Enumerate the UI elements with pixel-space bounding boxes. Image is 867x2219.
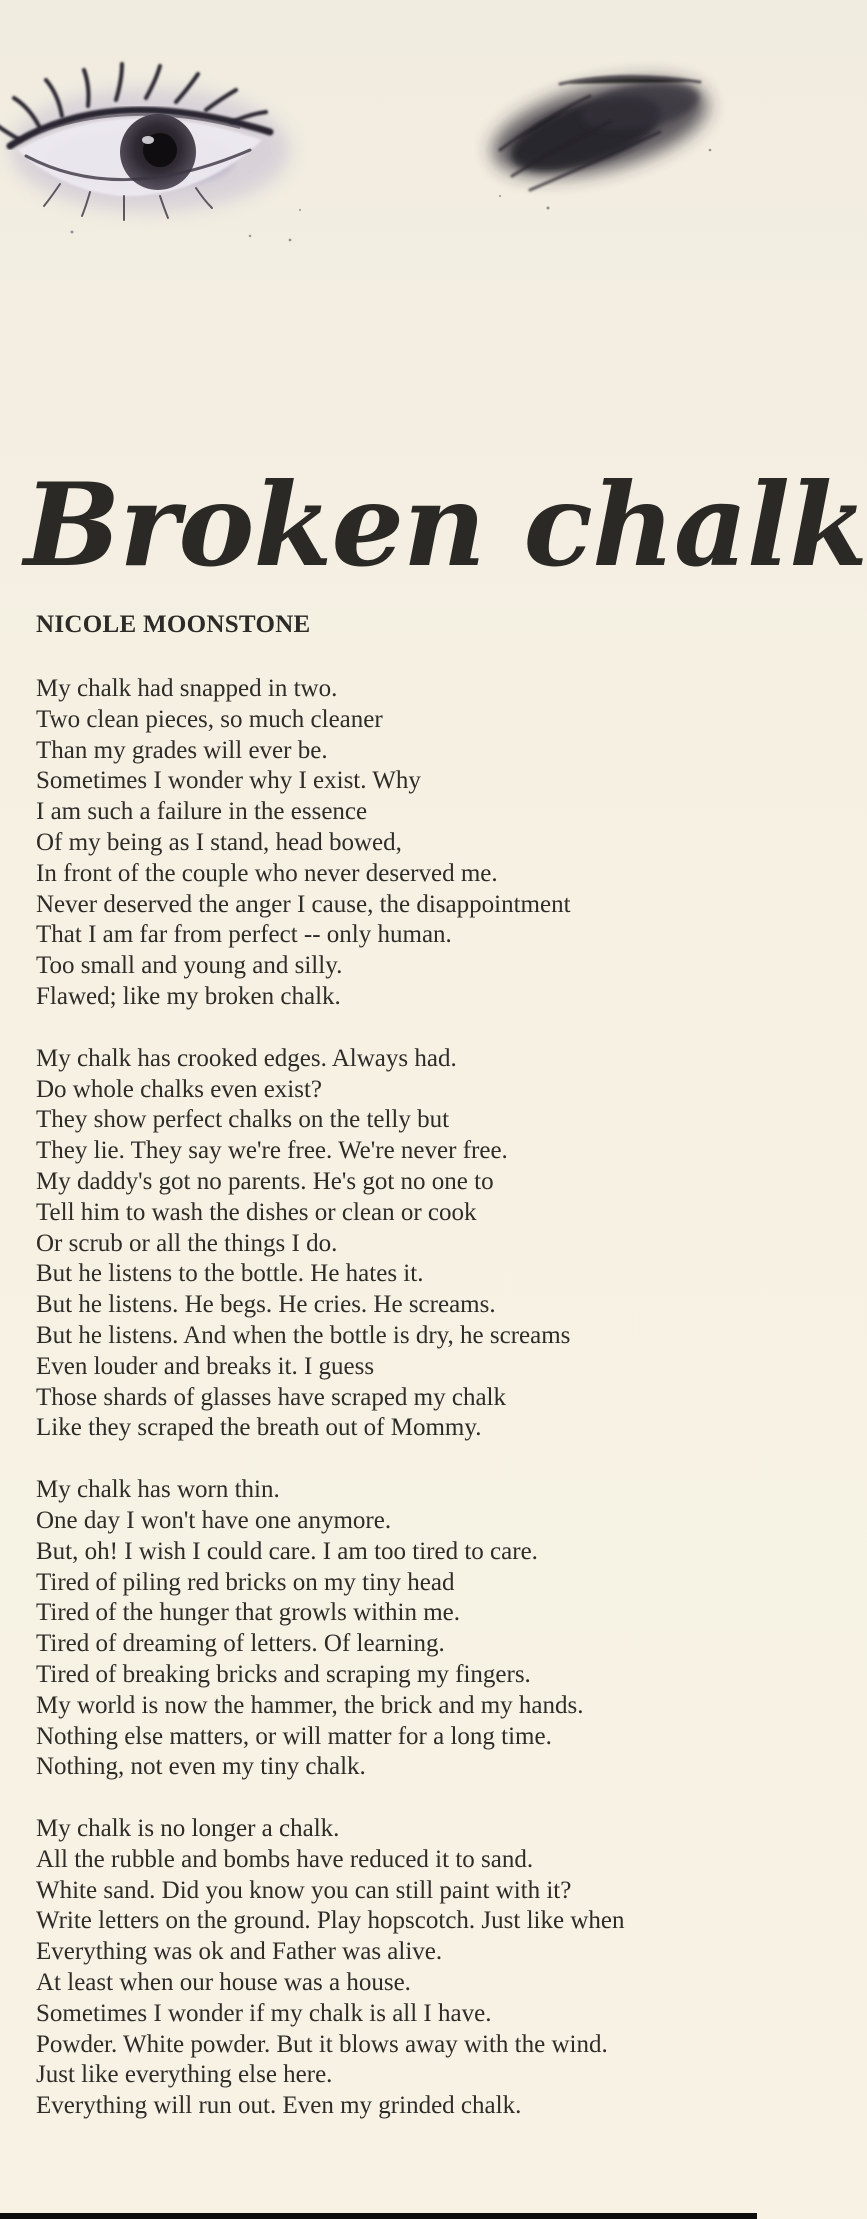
poem-line: My chalk had snapped in two. — [36, 675, 338, 702]
poem-line: Of my being as I stand, head bowed, — [36, 828, 402, 856]
bottom-border — [0, 2213, 757, 2219]
poem-line: Tell him to wash the dishes or clean or cook — [36, 1198, 477, 1226]
poem-line: My chalk has worn thin. — [36, 1476, 280, 1504]
header-artwork — [0, 0, 757, 320]
poem-body — [36, 674, 751, 2153]
poem-line: Tired of dreaming of letters. Of learning. — [36, 1630, 445, 1658]
poem-line: Write letters on the ground. Play hopscotch. Just like when — [36, 1907, 625, 1935]
poem-line: My chalk is no longer a chalk. — [36, 1815, 340, 1843]
stanza-2 — [36, 1044, 751, 1444]
poem-line: But, oh! I wish I could care. I am too tired to care. — [36, 1537, 538, 1565]
poem-line: My world is now the hammer, the brick and my hands. — [36, 1691, 584, 1719]
poem-line: But he listens to the bottle. He hates it. — [36, 1260, 424, 1288]
poem-line: That I am far from perfect -- only human. — [36, 921, 452, 949]
poem-line: At least when our house was a house. — [36, 1969, 411, 1997]
stanza-3 — [36, 1475, 751, 1783]
poem-line: In front of the couple who never deserved me. — [36, 859, 498, 887]
poem-line: Flawed; like my broken chalk. — [36, 982, 341, 1010]
poem-line: Too small and young and silly. — [36, 952, 343, 980]
stanza-1 — [36, 674, 751, 1013]
poem-line: Sometimes I wonder if my chalk is all I have. — [36, 1999, 492, 2027]
poem-line: I am such a failure in the essence — [36, 798, 368, 826]
poem-line: Than my grades will ever be. — [36, 736, 328, 764]
eye-icon — [0, 64, 301, 241]
poem-line: Tired of piling red bricks on my tiny head — [36, 1568, 455, 1596]
poem-line: Nothing else matters, or will matter for a long time. — [36, 1722, 552, 1750]
page-title: Broken chalk — [24, 458, 867, 592]
poem-line: Tired of breaking bricks and scraping my fingers. — [36, 1660, 531, 1688]
poem-line: Do whole chalks even exist? — [36, 1075, 323, 1103]
stanza-4 — [36, 1814, 751, 2122]
poem-line: Everything will run out. Even my grinded chalk. — [36, 2092, 522, 2120]
author-byline: NICOLE MOONSTONE — [36, 611, 311, 638]
poem-line: Powder. White powder. But it blows away with the wind. — [36, 2030, 608, 2058]
poem-line: My daddy's got no parents. He's got no one to — [36, 1167, 494, 1195]
poem-line: They lie. They say we're free. We're never free. — [36, 1137, 508, 1165]
poem-line: All the rubble and bombs have reduced it to sand. — [36, 1845, 534, 1873]
poem-line: Two clean pieces, so much cleaner — [36, 705, 383, 733]
poem-line: But he listens. And when the bottle is dry, he screams — [36, 1321, 571, 1349]
smudge-icon — [483, 61, 717, 210]
poem-line: Nothing, not even my tiny chalk. — [36, 1753, 366, 1781]
poem-line: But he listens. He begs. He cries. He screams. — [36, 1291, 496, 1319]
poem-line: My chalk has crooked edges. Always had. — [36, 1044, 457, 1072]
poem-line: Or scrub or all the things I do. — [36, 1229, 338, 1257]
poem-line: Everything was ok and Father was alive. — [36, 1938, 443, 1966]
poem-line: Tired of the hunger that growls within me. — [36, 1599, 461, 1627]
poem-line: One day I won't have one anymore. — [36, 1506, 392, 1534]
poem-line: Those shards of glasses have scraped my chalk — [36, 1383, 506, 1411]
poem-line: They show perfect chalks on the telly but — [36, 1106, 450, 1134]
poem-line: Like they scraped the breath out of Mommy. — [36, 1414, 482, 1442]
poem-line: Even louder and breaks it. I guess — [36, 1352, 375, 1380]
poem-line: Sometimes I wonder why I exist. Why — [36, 767, 421, 795]
poem-line: White sand. Did you know you can still paint with it? — [36, 1876, 572, 1904]
poem-line: Never deserved the anger I cause, the disappointment — [36, 890, 571, 918]
poem-line: Just like everything else here. — [36, 2061, 333, 2089]
